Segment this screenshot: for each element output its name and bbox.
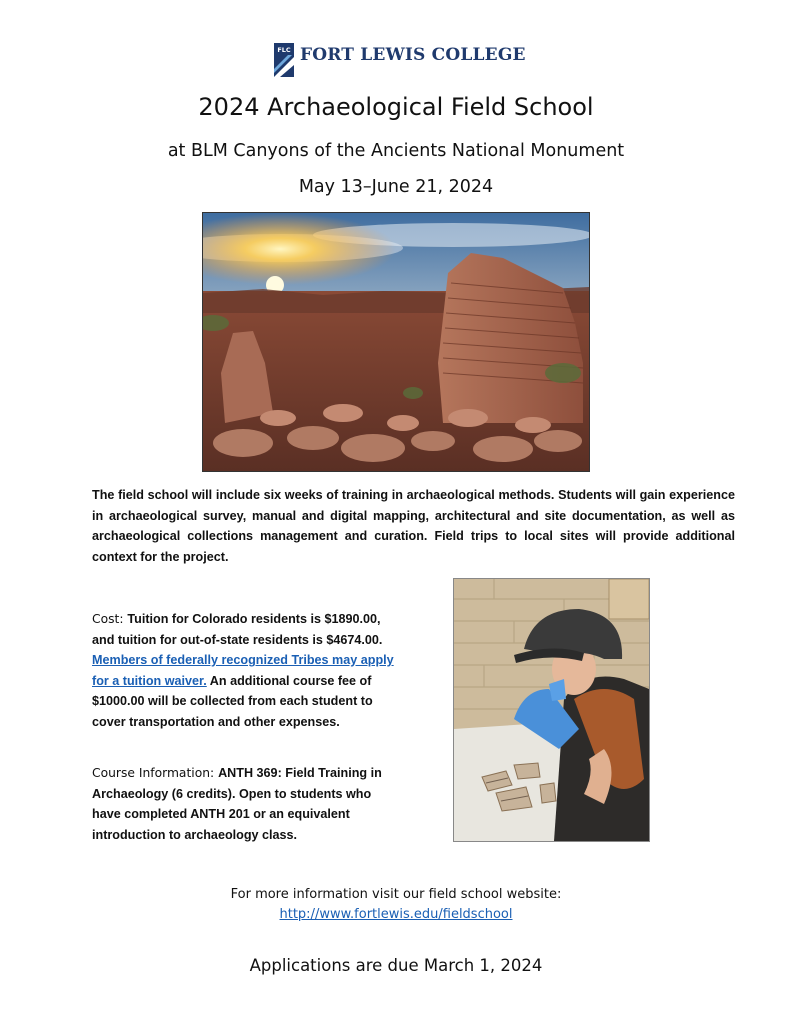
- ruins-photo: [202, 212, 590, 472]
- page-subtitle: at BLM Canyons of the Ancients National Monument: [167, 141, 625, 161]
- cost-section: [92, 609, 397, 732]
- tuition-waiver-link[interactable]: Members of federally recognized Tribes may apply for a tuition waiver.: [92, 653, 394, 688]
- flc-shield-icon: [274, 43, 294, 77]
- svg-text:FLC: FLC: [277, 46, 291, 54]
- program-description: The field school will include six weeks of training in archaeological methods. Students will gain experience in archaeological survey, manual and digital mapping, architectural and site documentation, as well as archaeological collections management and curation. Field trips to local sites will provide additional context for the project.: [92, 488, 735, 564]
- more-info-section: [0, 885, 792, 925]
- college-logo: [274, 42, 526, 78]
- cost-label: Cost:: [92, 612, 128, 626]
- field-school-website-link[interactable]: http://www.fortlewis.edu/fieldschool: [279, 907, 513, 922]
- student-photo: [453, 578, 650, 842]
- course-fee-text: An additional course fee of $1000.00 will be collected from each student to cover transportation and other expenses.: [92, 673, 373, 729]
- application-deadline: Applications are due March 1, 2024: [249, 956, 543, 975]
- college-name: FORT LEWIS COLLEGE: [300, 45, 526, 65]
- program-dates: May 13–June 21, 2024: [298, 177, 494, 197]
- more-info-text: For more information visit our field school website:: [230, 887, 562, 902]
- course-info-section: [92, 763, 397, 845]
- course-info-label: Course Information:: [92, 766, 219, 780]
- cost-text: Tuition for Colorado residents is $1890.00, and tuition for out-of-state residents is $4674.00.: [92, 612, 383, 647]
- course-info-text: ANTH 369: Field Training in Archaeology (6 credits). Open to students who have completed ANTH 201 or an equivalent introduction to archaeology class.: [92, 766, 382, 842]
- page-title: 2024 Archaeological Field School: [198, 93, 594, 121]
